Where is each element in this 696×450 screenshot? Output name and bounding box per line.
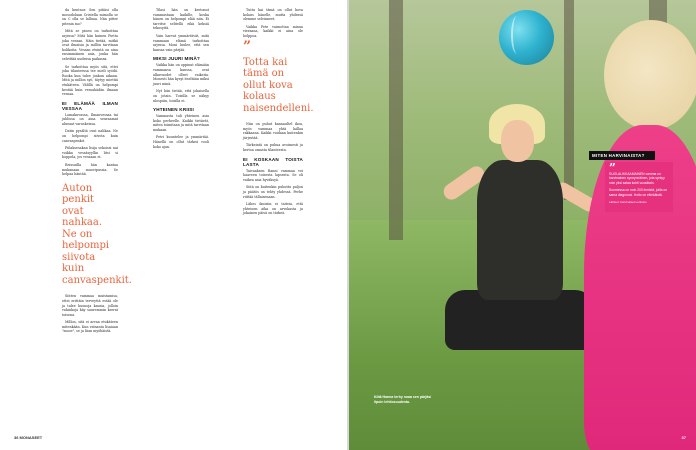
info-paragraph: Suomessa on noin 200 ihmistä, joilla on sama diagnoosi. Hoito on elinikäistä. — [609, 188, 668, 197]
section-heading: EI ELÄMÄÄ ILMAN VESSAA — [62, 100, 118, 111]
pull-quote: Auton penkit ovat nahkaa. Ne on helpompi siivota kuin canvaspenkit. — [62, 182, 132, 286]
body-paragraph: Vain harvat ymmärtävät, mitä vammaan elämä tarkoittaa arjessa. Moni luulee, että sen kanssa vain pärjää. — [153, 33, 209, 52]
ball-image — [499, 10, 554, 65]
body-paragraph: Niin on puhut kannaultel ikoa, myös vammaa yhtä laillaa rakkaana. Kaikki voidaan kuitenkin järjestää. — [243, 122, 303, 140]
page-footer-right: 37 — [681, 435, 686, 440]
body-paragraph: Vaikka Pete vaimottaa minua vieraana, kaikki ei aina ole helppoa. — [243, 24, 303, 38]
body-paragraph: Lomakuvassa, Ilmanvessaa tai juhlissa on aina seuraamat alueaat varuskeissa. — [62, 112, 118, 126]
body-paragraph: Mitä se pinen on tarkoittaa arjessa? Mitä hän kuinen Pietta joka vessan. Näin tietää, mitkä ovat ilmaisia ja millön tarvitaan kolikoita. Vessan etsintä on aina ensimmäinen asia, jonka hän selvittää uudessa paikassa. — [62, 29, 118, 61]
left-page — [0, 0, 347, 450]
text-column-1 — [62, 8, 132, 337]
body-paragraph: Millon, sitä ei arvaa etukäteen mitenkään. Kun vatsanta lisaiaan "mooe", se ja liian myöhäistä. — [62, 320, 118, 334]
photo-caption: Kiitä Hanna terhy noaa sen pärjäsi ilpoin lehtiosuudesta. — [374, 395, 432, 404]
info-source: Lähteet: Harvinaiset-verkosto — [609, 200, 647, 205]
info-box — [605, 162, 673, 212]
body-paragraph: Vammasta tuli yhteinen asia koko perheelle. Kaikki tietävät, miten toimitaan ja mitä tarvitaan mukaan. — [153, 114, 209, 132]
tree-trunk — [564, 0, 574, 200]
pull-quote: Totta kai tämä on ollut kova kolaus naisendelleni. — [243, 56, 314, 114]
body-paragraph: Lähes ikuisiin ei taiteia, että yhteinen aika on arvokasta ja jokainen päivä on tärkeä. — [243, 202, 303, 216]
body-paragraph: Reissuilla hän kantaa mukanaan muovipussia. Se helpaa häntää. — [62, 163, 118, 177]
ball-highlight — [511, 16, 523, 54]
text-column-2 — [153, 8, 209, 152]
body-paragraph: Vaikka hän on oppinut elämään vammansa kanssa, ovat alkuvuodet olleet vaikeita. Monesti hän kysyi itseltään miksi juuri minä. — [153, 63, 209, 86]
page-footer-left: 36 MONASEET — [14, 435, 43, 440]
body-paragraph: Tuttu kai tämä on ollut kova kolaus hänelle, mutta yhdessä olemme selvinneet. — [243, 8, 303, 22]
section-heading: MIKSI JUURI MINÄ? — [153, 56, 201, 62]
body-paragraph: da kentnor. Sen pitäisi olla mosodoluan Cristella mimolla se on C olla se lalluaa. Nän pitter pitenin mo? — [62, 8, 118, 26]
section-heading: YHTEINEN KRIISI — [153, 107, 195, 113]
section-heading: EI KOSKAAN TOISTA LASTA — [243, 156, 303, 167]
child-head — [604, 20, 696, 130]
info-box-heading: MITEN HARVINAISTA? — [589, 151, 655, 160]
body-paragraph: Siitä on kuitenkin puhuttu paljon ja päätös on tehty yhdessä. Perhe riittää tällaisenaan. — [243, 185, 303, 199]
body-paragraph: Tilasi hän on kertonut vammastaan kaikille, koska hänen on helpompi elää niin. Ei tarvitse selitellä eikä keksiä tekosyitä. — [153, 8, 209, 31]
right-page-photo — [349, 0, 696, 450]
body-paragraph: Nyt hän tietää, että jokaisella on jotain. Toisilla se näkyy ulospäin, toisilla ei. — [153, 89, 209, 103]
quote-mark-icon: ” — [243, 38, 252, 55]
body-paragraph: Piilaksesakan lisija sekoissi nai voikka vessäsyyllin litsi si hoppela, jos vessaan ei. — [62, 146, 118, 160]
tree-trunk — [389, 0, 403, 240]
body-paragraph: Siitten vammaa muistamisa, ettei erittäin terveyttä estää ole ja tulee huonoja kausia, jolloin vahinkoja käy suuremmin kerrat toisena. — [62, 294, 118, 317]
body-paragraph: Tärkeintä on puhua avoimesti ja kertoa omasta tilanteesta. — [243, 143, 303, 153]
woman-face — [501, 120, 534, 162]
woman-figure — [477, 160, 563, 300]
quote-mark-icon: ” — [609, 161, 616, 175]
body-paragraph: Taivaaksen Ranni vammaa vei haaveen toisesta lapsesta. Se oli vaikea asia hyväksyä. — [243, 168, 303, 182]
body-paragraph: Petri kuuntelee ja ymmärtää. Hänellä on ollut tärkeä rooli koko ajan. — [153, 135, 209, 149]
body-paragraph: Datin pysältä ovat nalikaa. Ne on helpompi siivota kuin canvaspenkit. — [62, 129, 118, 143]
text-column-3 — [243, 8, 314, 219]
body-paragraph: Se tarkoittaa myös sitä, ettei joka tilanteessa tee mieli syödä. Ruoka kun tulee jonkun aikaan. Mitä ja millon syö, täytyy miettiä etukäteen. Välillä on helpompi kestää kuin vessahädän ilmaan vessaa. — [62, 64, 118, 97]
info-paragraph: SUOLALIKKAAMAINEN vamma on harvinainen synnynnäinen, jota syntyy noin yksi sataa kohti vuosittain. — [609, 172, 665, 185]
